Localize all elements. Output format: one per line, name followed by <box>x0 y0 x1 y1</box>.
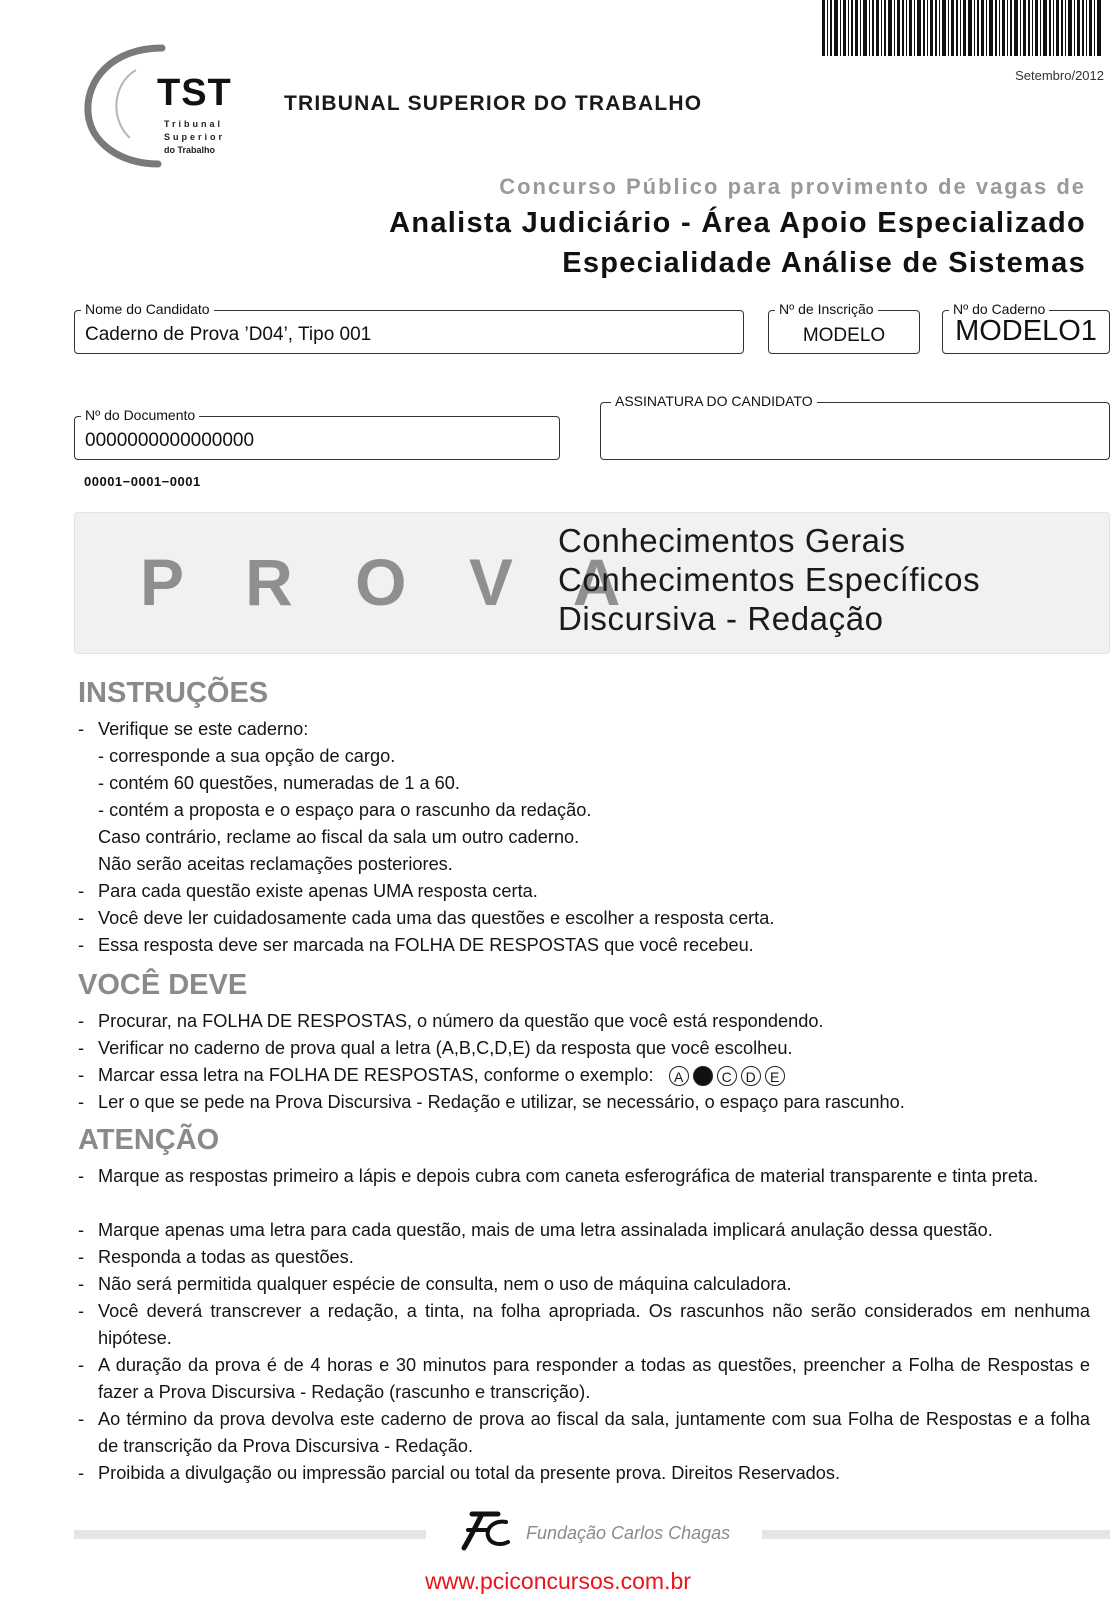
nome-candidato-label: Nome do Candidato <box>81 301 214 317</box>
logo-sub-line: Tribunal <box>164 119 224 129</box>
list-item: - contém 60 questões, numeradas de 1 a 60. <box>98 773 460 793</box>
subject-item: Discursiva - Redação <box>558 600 884 637</box>
list-item: Caso contrário, reclame ao fiscal da sala um outro caderno. <box>98 827 580 847</box>
document-code: 00001−0001−0001 <box>84 474 201 489</box>
bubble-c-icon: C <box>717 1066 737 1086</box>
list-item: - Proibida a divulgação ou impressão parcial ou total da presente prova. Direitos Reservados. <box>78 1463 841 1483</box>
website-link[interactable]: www.pciconcursos.com.br <box>425 1568 691 1594</box>
bubble-a-icon: A <box>669 1066 689 1086</box>
logo-sub-line: Superior <box>164 132 226 142</box>
list-item: - Procurar, na FOLHA DE RESPOSTAS, o número da questão que você está respondendo. <box>78 1011 824 1031</box>
fcc-name: Fundação Carlos Chagas <box>526 1523 731 1543</box>
court-name: TRIBUNAL SUPERIOR DO TRABALHO <box>284 92 703 115</box>
subject-item: Conhecimentos Gerais <box>558 522 906 559</box>
logo-sub-line: do Trabalho <box>164 145 216 155</box>
list-item: - Você deve ler cuidadosamente cada uma das questões e escolher a resposta certa. <box>78 908 775 928</box>
list-item: - Para cada questão existe apenas UMA resposta certa. <box>78 881 538 901</box>
list-item: - Marcar essa letra na FOLHA DE RESPOSTAS, conforme o exemplo: A C D E <box>78 1062 1090 1089</box>
cargo-specialty: Especialidade Análise de Sistemas <box>562 247 1086 279</box>
logo-subtitle <box>164 118 225 157</box>
nome-candidato-field[interactable] <box>74 301 744 354</box>
nome-candidato-value: Caderno de Prova ’D04’, Tipo 001 <box>85 324 372 345</box>
bubble-e-icon: E <box>765 1066 785 1086</box>
concurso-title: Concurso Público para provimento de vagas de <box>499 174 1086 199</box>
inscricao-field[interactable] <box>768 301 920 354</box>
inscricao-label: Nº de Inscrição <box>775 301 878 317</box>
list-item: - Responda a todas as questões. <box>78 1247 354 1267</box>
list-item: - Ao término da prova devolva este caderno de prova ao fiscal da sala, juntamente com sua Folha de Respostas e a folha de transcrição da Prova Discursiva - Redação. <box>78 1409 1090 1456</box>
answer-example <box>665 1065 785 1085</box>
subject-item: Conhecimentos Específicos <box>558 561 981 598</box>
list-item: - Marque as respostas primeiro a lápis e depois cubra com caneta esferográfica de material transparente e tinta preta. <box>78 1166 1039 1186</box>
list-item: - Verifique se este caderno: <box>78 719 309 739</box>
example-text: Marcar essa letra na FOLHA DE RESPOSTAS, conforme o exemplo: <box>98 1065 654 1085</box>
list-item: - Não será permitida qualquer espécie de consulta, nem o uso de máquina calculadora. <box>78 1274 792 1294</box>
bubble-d-icon: D <box>741 1066 761 1086</box>
caderno-value: MODELO1 <box>955 315 1097 347</box>
list-item: - corresponde a sua opção de cargo. <box>98 746 396 766</box>
bubble-b-filled-icon <box>693 1066 713 1086</box>
voce-deve-heading: VOCÊ DEVE <box>78 969 248 1001</box>
inscricao-value: MODELO <box>802 325 886 346</box>
documento-field[interactable] <box>74 407 560 460</box>
cargo-title: Analista Judiciário - Área Apoio Especializado <box>389 207 1086 239</box>
list-item: - A duração da prova é de 4 horas e 30 minutos para responder a todas as questões, preencher a Folha de Respostas e fazer a Prova Discursiva - Redação (rascunho e transcrição). <box>78 1355 1090 1402</box>
date-label: Setembro/2012 <box>1015 68 1104 83</box>
footer-divider-right <box>762 1530 1110 1539</box>
barcode <box>822 0 1104 56</box>
logo-abbreviation: TST <box>157 72 232 114</box>
caderno-label: Nº do Caderno <box>949 301 1049 317</box>
assinatura-label: ASSINATURA DO CANDIDATO <box>611 393 817 409</box>
list-item: Não serão aceitas reclamações posteriores. <box>98 854 453 874</box>
fcc-logo-icon <box>458 1508 510 1552</box>
list-item: - Verificar no caderno de prova qual a letra (A,B,C,D,E) da resposta que você escolheu. <box>78 1038 793 1058</box>
list-item: - Essa resposta deve ser marcada na FOLHA DE RESPOSTAS que você recebeu. <box>78 935 754 955</box>
atencao-heading: ATENÇÃO <box>78 1124 220 1156</box>
documento-value: 0000000000000000 <box>85 430 255 451</box>
assinatura-field[interactable] <box>600 393 1110 460</box>
list-item: - Ler o que se pede na Prova Discursiva - Redação e utilizar, se necessário, o espaço para rascunho. <box>78 1092 905 1112</box>
prova-title: P R O V A <box>140 545 643 619</box>
instrucoes-heading: INSTRUÇÕES <box>78 677 269 709</box>
list-item: - Marque apenas uma letra para cada questão, mais de uma letra assinalada implicará anulação dessa questão. <box>78 1220 993 1240</box>
caderno-field[interactable] <box>942 301 1110 354</box>
list-item: - Você deverá transcrever a redação, a tinta, na folha apropriada. Os rascunhos não serão considerados em nenhuma hipótese. <box>78 1301 1090 1348</box>
list-item: - contém a proposta e o espaço para o rascunho da redação. <box>98 800 592 820</box>
documento-label: Nº do Documento <box>81 407 199 423</box>
footer-divider-left <box>74 1530 426 1539</box>
